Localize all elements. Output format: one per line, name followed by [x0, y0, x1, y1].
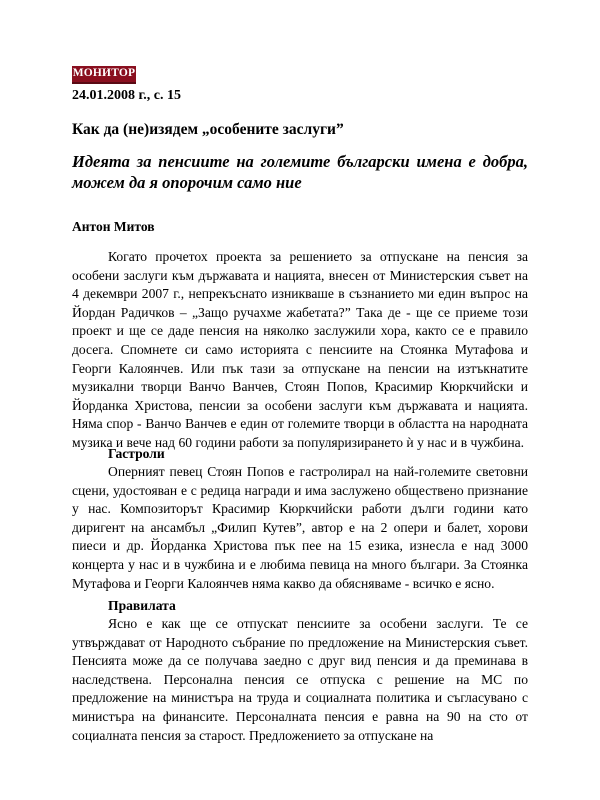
newspaper-logo — [72, 66, 136, 84]
article-author: Антон Митов — [72, 219, 155, 234]
article-body-pravilata — [72, 615, 528, 745]
paragraph: Ясно е как ще се отпускат пенсиите за особени заслуги. Те се утвърждават от Народното събрание по предложение на Министерския съвет. Пенсията може да се получава заедно с друг вид пенсия и да преминава в наследствена. Персонална пенсия се отпуска с решение на МС по предложение на министъра на труда и социалната политика и съгласувано с министъра на финансите. Персоналната пенсия е равна на 90 на сто от социалната пенсия за старост. Предложението за отпускане на — [72, 616, 528, 743]
newspaper-logo-text: МОНИТОР — [72, 67, 136, 80]
section-heading-gastroli: Гастроли — [108, 446, 165, 461]
paragraph: Оперният певец Стоян Попов е гастролирал на най-големите световни сцени, удостояван е с редица награди и има заслужено обществено признание у нас. Композиторът Красимир Кюркчийски работи дълги години като диригент на ансамбъл „Филип Кутев”, автор е на 2 опери и балет, хорови пиеси и др. Йорданка Христова пък пее на 15 езика, изнесла е над 3000 концерта у нас и в чужбина и е любима певица на много българи. За Стоянка Мутафова и Георги Калоянчев няма какво да обясняваме - всичко е ясно. — [72, 464, 528, 591]
article-body-gastroli — [72, 463, 528, 593]
date-line: 24.01.2008 г., с. 15 — [72, 88, 181, 103]
article-body-intro — [72, 248, 528, 453]
section-heading-pravilata: Правилата — [108, 598, 176, 613]
article-subtitle: Идеята за пенсиите на големите български имена е добра, можем да я опорочим само ние — [72, 152, 528, 192]
paragraph: Когато прочетох проекта за решението за отпускане на пенсия за особени заслуги към държавата и нацията, внесен от Министерския съвет на 4 декември 2007 г., непрекъснато изникваше в съзнанието ми един въпрос на Йордан Радичков – „Защо ручахме жабетата?” Така де - ще се приеме този проект и ще се даде пенсия на няколко заслужили хора, както се е правило досега. Спомнете си само историята с пенсиите на Стоянка Мутафова и Георги Калоянчев. Или пък тази за отпускане на пенсии на изтъкнатите музикални творци Ванчо Ванчев, Стоян Попов, Красимир Кюркчийски и Йорданка Христова, пенсии за особени заслуги към държавата и нацията. Няма спор - Ванчо Ванчев е един от големите творци в областта на народната музика и вече над 60 години работи за популяризирането ѝ у нас и в чужбина. — [72, 249, 528, 450]
article-title: Как да (не)изядем „особените заслуги” — [72, 121, 344, 138]
